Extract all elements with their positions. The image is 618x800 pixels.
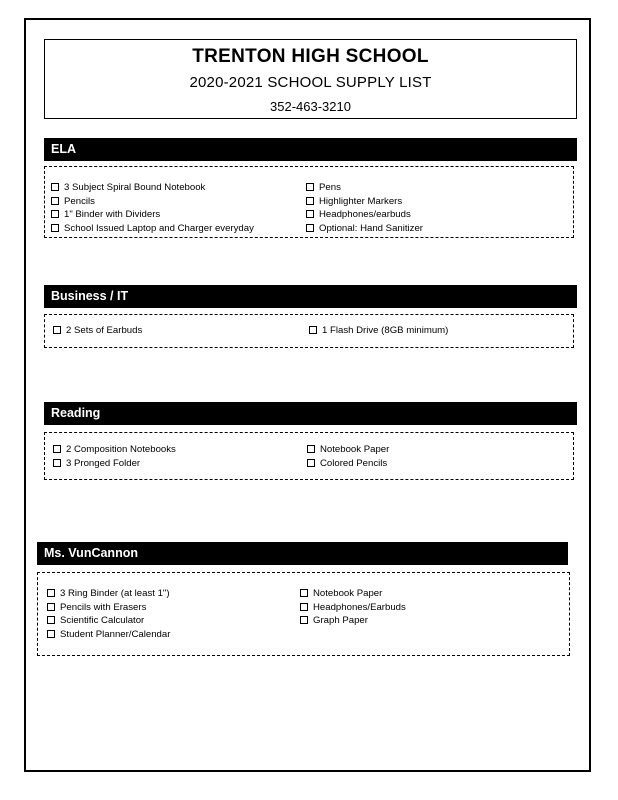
checkbox[interactable] — [51, 210, 59, 218]
checkbox[interactable] — [309, 326, 317, 334]
items-column-right — [306, 181, 423, 235]
checkbox[interactable] — [306, 197, 314, 205]
page-border — [24, 18, 591, 772]
item-label: 3 Ring Binder (at least 1") — [60, 588, 170, 599]
checkbox[interactable] — [53, 445, 61, 453]
section-header-reading: Reading — [44, 402, 577, 425]
checkbox[interactable] — [47, 630, 55, 638]
checkbox[interactable] — [307, 445, 315, 453]
checklist-item — [51, 222, 254, 236]
item-label: 2 Sets of Earbuds — [66, 325, 143, 336]
item-label: School Issued Laptop and Charger everyday — [64, 222, 254, 234]
checkbox[interactable] — [51, 183, 59, 191]
items-column-left — [51, 181, 254, 235]
items-column-left — [53, 443, 176, 470]
item-label: Pencils — [64, 195, 95, 207]
checkbox[interactable] — [47, 616, 55, 624]
checklist-item — [309, 324, 448, 338]
checklist-item — [47, 628, 170, 642]
list-title: 2020-2021 SCHOOL SUPPLY LIST — [189, 74, 432, 91]
checkbox[interactable] — [51, 197, 59, 205]
section-items-ela — [44, 166, 574, 238]
checkbox[interactable] — [306, 210, 314, 218]
checklist-item — [307, 443, 389, 457]
checklist-item — [47, 601, 170, 615]
item-label: Headphones/earbuds — [319, 209, 411, 221]
checklist-item — [300, 587, 406, 601]
checklist-item — [306, 222, 423, 236]
item-label: Headphones/Earbuds — [313, 601, 406, 613]
checklist-item — [47, 587, 170, 601]
items-column-left — [53, 324, 142, 338]
checkbox[interactable] — [306, 183, 314, 191]
items-column-right — [307, 443, 389, 470]
checkbox[interactable] — [306, 224, 314, 232]
item-label: 3 Pronged Folder — [66, 457, 141, 469]
item-label: Student Planner/Calendar — [60, 628, 171, 640]
item-label: 1 Flash Drive (8GB minimum) — [322, 325, 449, 336]
checkbox[interactable] — [300, 616, 308, 624]
section-header-ela: ELA — [44, 138, 577, 161]
item-label: Pencils with Erasers — [60, 601, 147, 613]
school-name: TRENTON HIGH SCHOOL — [192, 46, 429, 67]
checklist-item — [53, 443, 176, 457]
item-label: Scientific Calculator — [60, 615, 145, 627]
checkbox[interactable] — [51, 224, 59, 232]
phone-number: 352-463-3210 — [270, 99, 351, 114]
section-items-business-it — [44, 314, 574, 348]
items-column-right — [300, 587, 406, 628]
checklist-item — [306, 208, 423, 222]
item-label: 1" Binder with Dividers — [64, 209, 161, 221]
item-label: 2 Composition Notebooks — [66, 444, 176, 455]
checklist-item — [51, 195, 254, 209]
checklist-item — [307, 457, 389, 471]
checklist-item — [306, 195, 423, 209]
items-column-left — [47, 587, 170, 641]
checkbox[interactable] — [307, 459, 315, 467]
header-box — [44, 39, 577, 119]
item-label: Colored Pencils — [320, 457, 388, 469]
section-header-ms-vuncannon: Ms. VunCannon — [37, 542, 568, 565]
section-items-reading — [44, 432, 574, 480]
checkbox[interactable] — [53, 459, 61, 467]
checklist-item — [51, 181, 254, 195]
checkbox[interactable] — [53, 326, 61, 334]
item-label: Highlighter Markers — [319, 195, 403, 207]
item-label: Notebook Paper — [313, 588, 383, 599]
checklist-item — [53, 324, 142, 338]
item-label: 3 Subject Spiral Bound Notebook — [64, 182, 206, 193]
item-label: Graph Paper — [313, 615, 368, 627]
checkbox[interactable] — [300, 603, 308, 611]
item-label: Pens — [319, 182, 341, 193]
section-items-ms-vuncannon — [37, 572, 570, 656]
checkbox[interactable] — [47, 589, 55, 597]
item-label: Optional: Hand Sanitizer — [319, 222, 423, 234]
item-label: Notebook Paper — [320, 444, 390, 455]
checkbox[interactable] — [300, 589, 308, 597]
checklist-item — [47, 614, 170, 628]
items-column-right — [309, 324, 448, 338]
checklist-item — [51, 208, 254, 222]
section-header-business-it: Business / IT — [44, 285, 577, 308]
checklist-item — [306, 181, 423, 195]
checklist-item — [53, 457, 176, 471]
checklist-item — [300, 601, 406, 615]
checklist-item — [300, 614, 406, 628]
checkbox[interactable] — [47, 603, 55, 611]
